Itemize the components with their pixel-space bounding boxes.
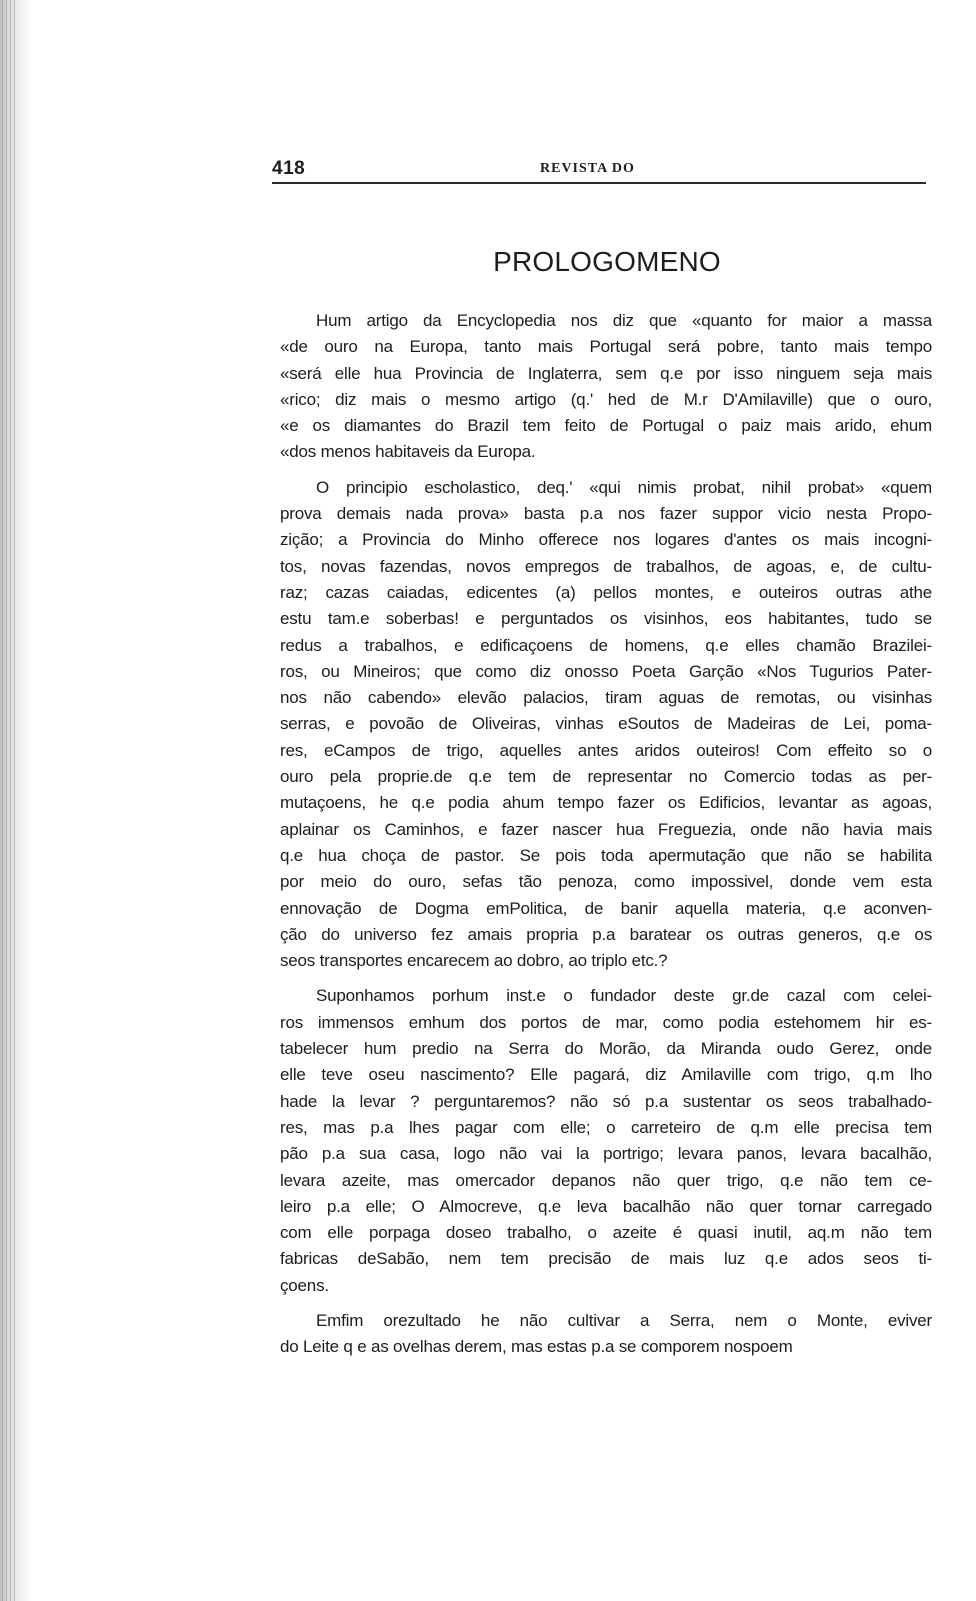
binding-texture: [2, 0, 16, 1601]
paragraph: [280, 475, 932, 975]
section-title: PROLOGOMENO: [493, 246, 721, 277]
text-line: hade la levar ? perguntaremos? não só p.a sustentar os seos trabalhado-: [280, 1091, 932, 1111]
text-line: com elle porpaga doseo trabalho, o azeite é quasi inutil, aq.m não tem: [280, 1223, 932, 1243]
text-line: ros, ou Mineiros; que como diz onosso Poeta Garção «Nos Tugurios Pater-: [280, 661, 932, 681]
text-line: Suponhamos porhum inst.e o fundador deste gr.de cazal com celei-: [316, 986, 932, 1006]
text-line: por meio do ouro, sefas tão penoza, como impossivel, donde vem esta: [280, 872, 932, 892]
text-line: nos não cabendo» elevão palacios, tiram aguas de remotas, ou visinhas: [280, 688, 932, 708]
text-line: «de ouro na Europa, tanto mais Portugal será pobre, tanto mais tempo: [280, 337, 932, 357]
text-line: aplainar os Caminhos, e fazer nascer hua Freguezia, onde não havia mais: [280, 819, 932, 839]
text-line: tos, novas fazendas, novos empregos de trabalhos, de agoas, e, de cultu-: [280, 556, 932, 576]
text-line: «dos menos habitaveis da Europa.: [280, 442, 536, 462]
text-line: zição; a Provincia do Minho offerece nos logares d'antes os mais incogni-: [280, 530, 932, 550]
text-line: «e os diamantes do Brazil tem feito de Portugal o paiz mais arido, ehum: [280, 416, 932, 436]
text-line: Hum artigo da Encyclopedia nos diz que «quanto for maior a massa: [316, 311, 932, 330]
text-line: ção do universo fez amais propria p.a baratear os outras generos, q.e os: [280, 924, 932, 944]
text-line: res, mas p.a lhes pagar com elle; o carreteiro de q.m elle precisa tem: [280, 1117, 932, 1137]
text-line: tabelecer hum predio na Serra do Morão, da Miranda oudo Gerez, onde: [280, 1039, 932, 1059]
text-line: ros immensos emhum dos portos de mar, como podia estehomem hir es-: [280, 1012, 932, 1032]
text-line: ennovação de Dogma emPolitica, de banir aquella materia, q.e aconven-: [280, 898, 932, 918]
text-line: çoens.: [280, 1275, 329, 1295]
text-line: O principio escholastico, deq.' «qui nimis probat, nihil probat» «quem: [316, 477, 932, 497]
text-line: redus a trabalhos, e edificaçoens de homens, q.e elles chamão Brazilei-: [280, 635, 932, 655]
paragraph: [280, 308, 932, 466]
header-rule: [272, 182, 926, 184]
text-line: seos transportes encarecem ao dobro, ao triplo etc.?: [280, 951, 668, 971]
page-number: 418: [272, 158, 306, 179]
text-line: leiro p.a elle; O Almocreve, q.e leva bacalhão não quer tornar carregado: [280, 1196, 932, 1216]
text-line: serras, e povoão de Oliveiras, vinhas eSoutos de Madeiras de Lei, poma-: [280, 714, 932, 734]
text-line: «rico; diz mais o mesmo artigo (q.' hed de M.r D'Amilaville) que o ouro,: [280, 389, 932, 409]
body-text: [280, 308, 932, 1370]
paragraph: [280, 1308, 932, 1361]
text-line: mutaçoens, he q.e podia ahum tempo fazer os Edificios, levantar as agoas,: [280, 793, 932, 813]
text-line: ouro pela proprie.de q.e tem de representar no Comercio todas as per-: [280, 767, 932, 787]
journal-title: REVISTA DO: [540, 161, 635, 176]
text-line: elle teve oseu nascimento? Elle pagará, diz Amilaville com trigo, q.m lho: [280, 1065, 932, 1085]
text-line: prova demais nada prova» basta p.a nos fazer suppor vicio nesta Propo-: [280, 504, 932, 524]
text-line: Emfim orezultado he não cultivar a Serra, nem o Monte, eviver: [316, 1310, 932, 1330]
text-line: do Leite q e as ovelhas derem, mas estas p.a se comporem nospoem: [280, 1337, 793, 1357]
text-line: estu tam.e soberbas! e perguntados os visinhos, eos habitantes, tudo se: [280, 609, 932, 629]
text-line: levara azeite, mas omercador depanos não quer trigo, q.e não tem ce-: [280, 1170, 932, 1190]
text-line: pão p.a sua casa, logo não vai la portrigo; levara panos, levara bacalhão,: [280, 1144, 932, 1164]
text-line: res, eCampos de trigo, aquelles antes aridos outeiros! Com effeito so o: [280, 740, 932, 760]
text-line: q.e hua choça de pastor. Se pois toda apermutação que não se habilita: [280, 845, 932, 865]
text-line: raz; cazas caiadas, edicentes (a) pellos montes, e outeiros outras athe: [280, 582, 932, 602]
text-line: «será elle hua Provincia de Inglaterra, sem q.e por isso ninguem seja mais: [280, 363, 932, 383]
paragraph: [280, 983, 932, 1299]
text-line: fabricas deSabão, nem tem precisão de mais luz q.e ados seos ti-: [280, 1249, 932, 1269]
